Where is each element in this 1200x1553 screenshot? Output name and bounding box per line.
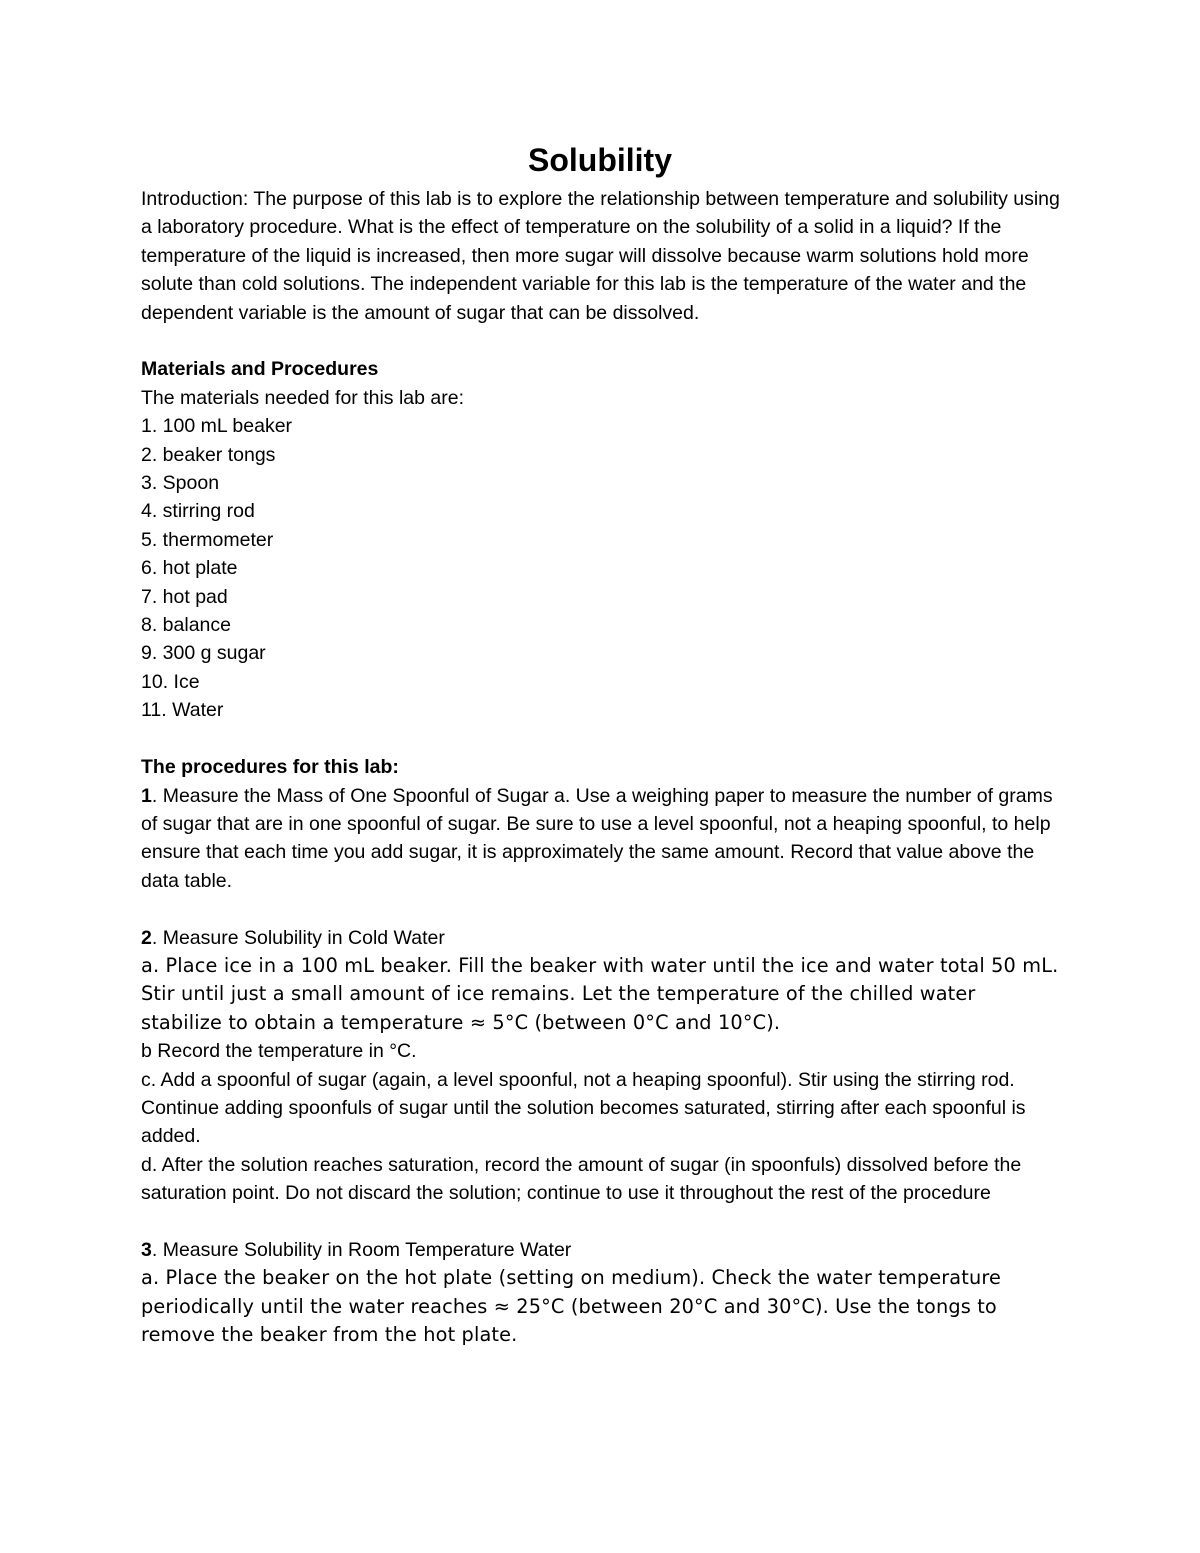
step-2d: d. After the solution reaches saturation, record the amount of sugar (in spoonfuls) dissolved before the saturation point. Do not discard the solution; continue to use it throughout the rest of the procedure <box>141 1153 1022 1205</box>
list-item: 11. Water <box>141 699 224 722</box>
list-item: 3. Spoon <box>141 472 220 495</box>
materials-heading: Materials and Procedures <box>141 358 379 381</box>
step-title: . Measure Solubility in Cold Water <box>151 926 445 949</box>
spacer <box>141 895 1061 923</box>
page-title: Solubility <box>528 142 672 178</box>
step-2b: b Record the temperature in °C. <box>141 1040 417 1063</box>
procedure-step-2-title <box>141 924 1061 952</box>
document-body <box>141 185 1061 1350</box>
materials-intro: The materials needed for this lab are: <box>141 386 465 409</box>
spacer <box>141 327 1061 355</box>
step-text: . Measure the Mass of One Spoonful of Sugar a. Use a weighing paper to measure the number of grams of sugar that are in one spoonful of sugar. Be sure to use a level spoonful, not a heaping spoonful, to help ensure that each time you add sugar, it is approximately the same amount. Record that value above the data table. <box>141 784 1053 892</box>
step-number: 1 <box>141 784 152 807</box>
list-item: 10. Ice <box>141 670 200 693</box>
spacer <box>141 725 1061 753</box>
procedure-step-1 <box>141 782 1061 896</box>
introduction-paragraph: Introduction: The purpose of this lab is to explore the relationship between temperature and solubility using a laboratory procedure. What is the effect of temperature on the solubility of a solid in a liquid? If the temperature of the liquid is increased, then more sugar will dissolve because warm solutions hold more solute than cold solutions. The independent variable for this lab is the temperature of the water and the dependent variable is the amount of sugar that can be dissolved. <box>141 188 1060 324</box>
spacer <box>141 1208 1061 1236</box>
list-item: 5. thermometer <box>141 528 274 551</box>
step-2a: a. Place ice in a 100 mL beaker. Fill the beaker with water until the ice and water total 50 mL. Stir until just a small amount of ice remains. Let the temperature of the chilled water stabilize to obtain a temperature ≈ 5°C (between 0°C and 10°C). <box>141 953 1059 1034</box>
list-item: 7. hot pad <box>141 585 228 608</box>
step-number: 3 <box>141 1238 152 1261</box>
materials-list <box>141 412 1061 724</box>
list-item: 1. 100 mL beaker <box>141 415 293 438</box>
list-item: 4. stirring rod <box>141 500 255 523</box>
step-number: 2 <box>141 926 152 949</box>
list-item: 6. hot plate <box>141 557 238 580</box>
procedures-heading: The procedures for this lab: <box>141 756 399 779</box>
step-2c: c. Add a spoonful of sugar (again, a level spoonful, not a heaping spoonful). Stir using the stirring rod. Continue adding spoonfuls of sugar until the solution becomes saturated, stirring after each spoonful is added. <box>141 1068 1026 1148</box>
step-title: . Measure Solubility in Room Temperature Water <box>151 1238 572 1261</box>
step-3a: a. Place the beaker on the hot plate (setting on medium). Check the water temperature periodically until the water reaches ≈ 25°C (between 20°C and 30°C). Use the tongs to remove the beaker from the hot plate. <box>141 1266 1002 1347</box>
procedure-step-3-title <box>141 1236 1061 1264</box>
list-item: 2. beaker tongs <box>141 443 276 466</box>
list-item: 9. 300 g sugar <box>141 642 266 665</box>
list-item: 8. balance <box>141 614 231 637</box>
